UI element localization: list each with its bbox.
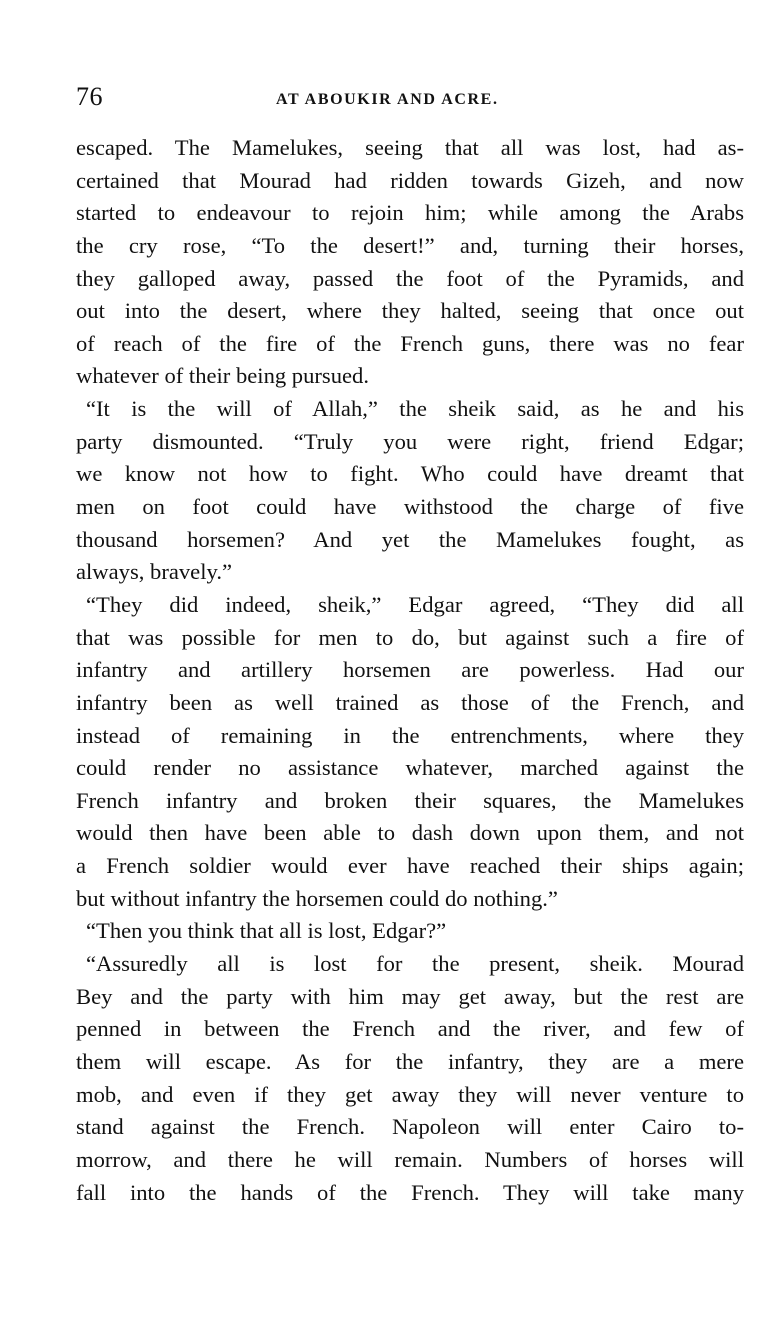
text-line: instead of remaining in the entrenchments, where they [76, 722, 744, 748]
text-line: escaped. The Mamelukes, seeing that all was lost, had as- [76, 135, 744, 160]
text-line: fall into the hands of the French. They will take many [76, 1179, 744, 1205]
text-line: stand against the French. Napoleon will enter Cairo to- [76, 1114, 744, 1140]
text-line: them will escape. As for the infantry, they are a mere [76, 1048, 744, 1074]
text-line: infantry and artillery horsemen are powerless. Had our [76, 657, 744, 683]
text-line: out into the desert, where they halted, seeing that once out [76, 298, 744, 324]
text-line: penned in between the French and the river, and few of [76, 1016, 744, 1042]
body-text [76, 132, 744, 1209]
text-line: “Then you think that all is lost, Edgar?” [86, 918, 447, 944]
text-line: we know not how to fight. Who could have dreamt that [76, 461, 744, 487]
text-line: men on foot could have withstood the charge of five [76, 494, 744, 520]
text-line: mob, and even if they get away they will never venture to [76, 1081, 744, 1107]
text-line: “Assuredly all is lost for the present, sheik. Mourad [86, 951, 744, 977]
text-line: started to endeavour to rejoin him; while among the Arabs [76, 200, 744, 226]
text-line: the cry rose, “To the desert!” and, turning their horses, [76, 232, 744, 258]
text-line: that was possible for men to do, but against such a fire of [76, 624, 744, 650]
text-line: always, bravely.” [76, 559, 232, 585]
text-line: “It is the will of Allah,” the sheik said, as he and his [86, 396, 744, 422]
running-head: AT ABOUKIR AND ACRE. [276, 91, 499, 108]
text-line: of reach of the fire of the French guns, there was no fear [76, 330, 744, 356]
text-line: certained that Mourad had ridden towards Gizeh, and now [76, 167, 744, 193]
text-line: whatever of their being pursued. [76, 363, 369, 389]
page-header [76, 82, 744, 114]
text-line: “They did indeed, sheik,” Edgar agreed, “They did all [86, 591, 744, 617]
text-line: infantry been as well trained as those of the French, and [76, 689, 744, 715]
text-line: could render no assistance whatever, marched against the [76, 755, 744, 781]
text-line: French infantry and broken their squares, the Mamelukes [76, 787, 744, 813]
text-line: party dismounted. “Truly you were right, friend Edgar; [76, 428, 744, 454]
text-line: Bey and the party with him may get away, but the rest are [76, 983, 744, 1009]
text-line: morrow, and there he will remain. Numbers of horses will [76, 1146, 744, 1172]
text-line: thousand horsemen? And yet the Mamelukes fought, as [76, 526, 744, 552]
text-line: but without infantry the horsemen could do nothing.” [76, 885, 558, 911]
page-number: 76 [76, 82, 103, 111]
text-line: a French soldier would ever have reached their ships again; [76, 853, 744, 879]
text-line: they galloped away, passed the foot of the Pyramids, and [76, 265, 744, 291]
text-line: would then have been able to dash down upon them, and not [76, 820, 744, 846]
